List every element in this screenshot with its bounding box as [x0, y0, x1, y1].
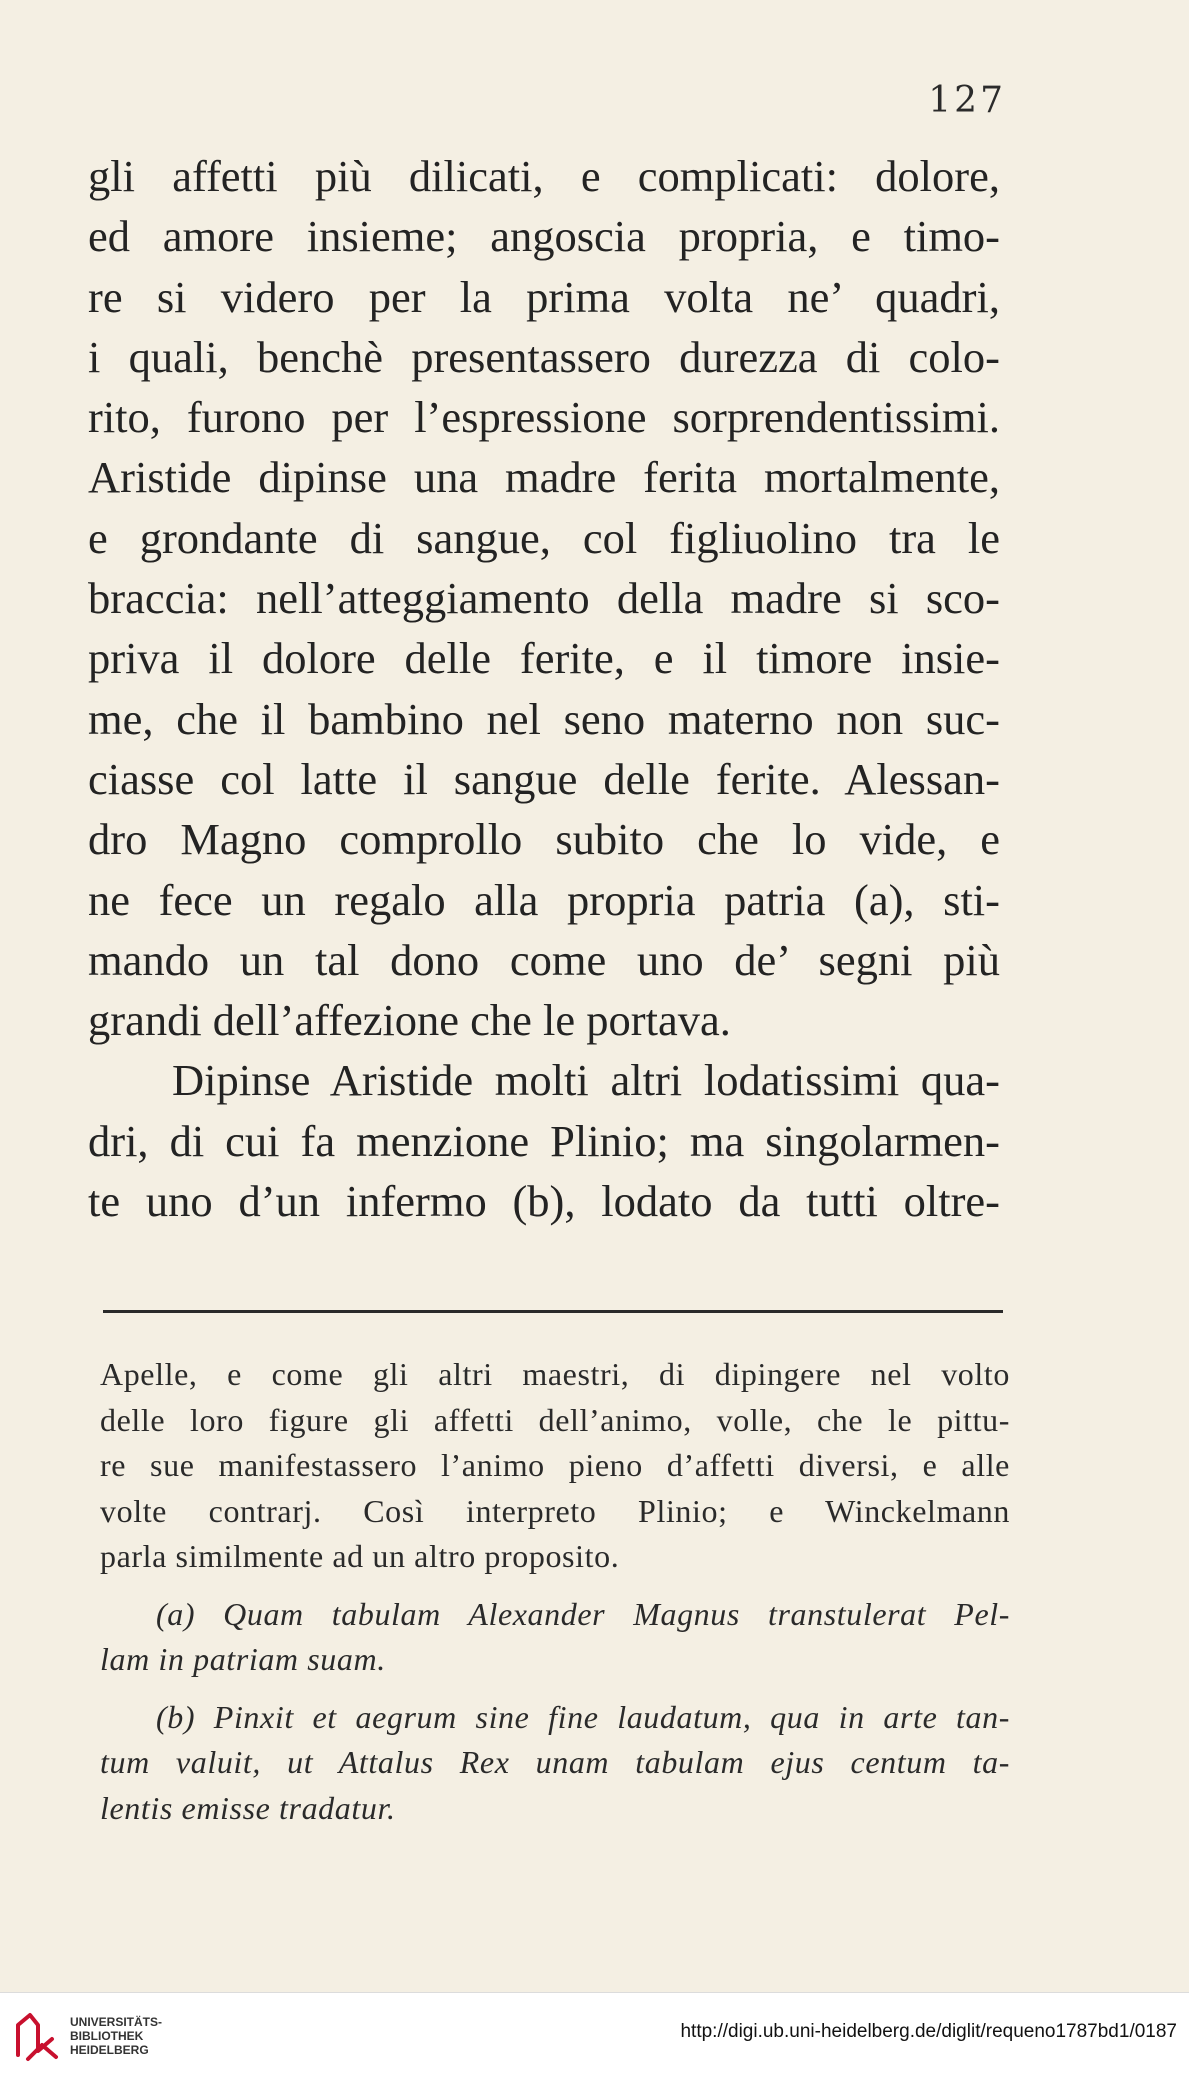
text-line: ed amore insieme; angoscia propria, e timo- — [88, 211, 1000, 262]
footnote-b-line: (b) Pinxit et aegrum sine fine laudatum, qua in arte tan- — [156, 1698, 1010, 1735]
text-line: dro Magno comprollo subito che lo vide, e — [88, 814, 1000, 865]
text-line: ne fece un regalo alla propria patria (a), sti- — [88, 874, 1000, 925]
footnote-b-line: tum valuit, ut Attalus Rex unam tabulam ejus centum ta- — [100, 1744, 1010, 1780]
text-line: mando un tal dono come uno de’ segni più — [88, 934, 1000, 985]
text-line: i quali, benchè presentassero durezza di colo- — [88, 331, 1000, 382]
library-name-line: BIBLIOTHEK — [70, 2029, 144, 2043]
text-line: Dipinse Aristide molti altri lodatissimi qua- — [172, 1055, 1000, 1106]
footnote-line: volte contrarj. Così interpreto Plinio; e Winckelmann — [100, 1492, 1010, 1529]
main-text-block — [88, 146, 1000, 1231]
text-line: ciasse col latte il sangue delle ferite. Alessan- — [88, 753, 1000, 804]
text-line: braccia: nell’atteggiamento della madre si sco- — [88, 573, 1000, 624]
text-line: rito, furono per l’espressione sorprendentissimi. — [88, 392, 1000, 443]
footnote-line: Apelle, e come gli altri maestri, di dipingere nel volto — [100, 1356, 1010, 1392]
text-line: me, che il bambino nel seno materno non suc- — [88, 693, 1000, 744]
footnote-line: delle loro figure gli affetti dell’animo, volle, che le pittu- — [100, 1401, 1010, 1438]
text-line: re si videro per la prima volta ne’ quadri, — [88, 271, 1000, 322]
footnote-a-line: lam in patriam suam. — [100, 1641, 386, 1677]
text-line: grandi dell’affezione che le portava. — [88, 995, 731, 1046]
text-line: gli affetti più dilicati, e complicati: dolore, — [88, 151, 1000, 201]
library-logo-icon — [12, 2007, 62, 2067]
text-line: Aristide dipinse una madre ferita mortalmente, — [88, 452, 1000, 503]
page-number: 127 — [928, 80, 1006, 121]
footnotes-block — [100, 1352, 1010, 1831]
source-url-link[interactable]: http://digi.ub.uni-heidelberg.de/diglit/requeno1787bd1/0187 — [680, 2021, 1177, 2042]
library-name-line: UNIVERSITÄTS- — [70, 2015, 163, 2029]
footnote-divider — [103, 1310, 1003, 1313]
text-line: priva il dolore delle ferite, e il timore insie- — [88, 633, 1000, 684]
footnote-line: parla similmente ad un altro proposito. — [100, 1538, 620, 1574]
text-line: dri, di cui fa menzione Plinio; ma singolarmen- — [88, 1115, 1000, 1166]
footnote-a-line: (a) Quam tabulam Alexander Magnus transtulerat Pel- — [156, 1595, 1010, 1632]
text-line: te uno d’un infermo (b), lodato da tutti oltre- — [88, 1176, 1000, 1227]
footnote-line: re sue manifestassero l’animo pieno d’affetti diversi, e alle — [100, 1447, 1010, 1483]
library-name — [70, 2015, 162, 2057]
footer-bar — [0, 1992, 1189, 2081]
library-name-line: HEIDELBERG — [70, 2043, 149, 2057]
text-line: e grondante di sangue, col figliuolino tra le — [88, 512, 1000, 563]
footnote-b-line: lentis emisse tradatur. — [100, 1789, 396, 1826]
